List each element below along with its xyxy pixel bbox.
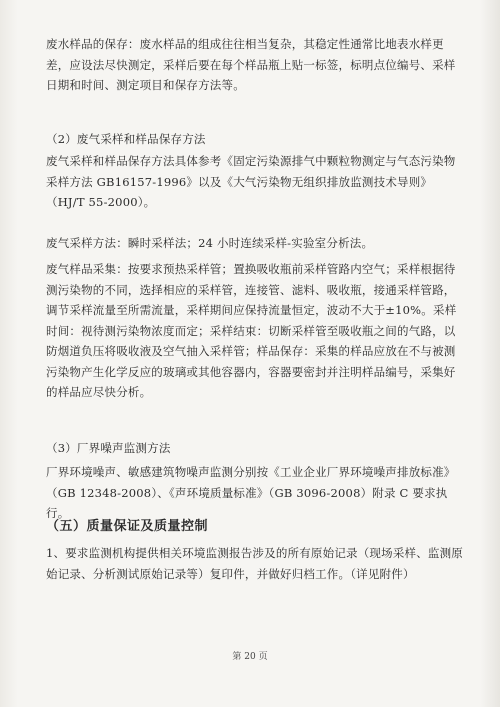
subheading-gas-sampling: （2）废气采样和样品保存方法 xyxy=(46,132,206,146)
paragraph-noise-standards: 厂界环境噪声、敏感建筑物噪声监测分别按《工业企业厂界环境噪声排放标准》（GB 12348-2008）、《声环境质量标准》（GB 3096-2008）附录 C 要求执行。 xyxy=(46,465,456,520)
paragraph-gas-reference: 废气采样和样品保存方法具体参考《固定污染源排气中颗粒物测定与气态污染物采样方法 GB16157-1996》以及《大气污染物无组织排放监测技术导则》（HJ/T 55-2000）。 xyxy=(46,154,456,209)
paragraph-records-requirement: 1、要求监测机构提供相关环境监测报告涉及的所有原始记录（现场采样、监测原始记录、分析测试原始记录等）复印件，并做好归档工作。（详见附件） xyxy=(46,546,464,581)
paragraph-gas-collection: 废气样品采集：按要求预热采样管；置换吸收瓶前采样管路内空气；采样根据待测污染物的不同，选择相应的采样管，连接管、滤料、吸收瓶，接通采样管路，调节采样流量至所需流量，采样期间应保持流量恒定，波动不大于±10%。采样时间：视待测污染物浓度而定；采样结束：切断采样管至吸收瓶之间的气路，以防烟道负压将吸收液及空气抽入采样管；样品保存：采集的样品应放在不与被测污染物产生化学反应的玻璃或其他容器内，容器要密封并注明样品编号，采集好的样品应尽快分析。 xyxy=(46,262,457,399)
subheading-noise: （3）厂界噪声监测方法 xyxy=(46,441,171,455)
paragraph-gas-method: 废气采样方法：瞬时采样法；24 小时连续采样-实验室分析法。 xyxy=(46,236,374,250)
page-number: 第 20 页 xyxy=(232,652,268,662)
paragraph-wastewater-storage: 废水样品的保存：废水样品的组成往往相当复杂，其稳定性通常比地表水样更差，应设法尽快测定，采样后要在每个样品瓶上贴一标签，标明点位编号、采样日期和时间、测定项目和保存方法等。 xyxy=(46,37,456,92)
section-heading-quality-control: （五）质量保证及质量控制 xyxy=(46,519,209,534)
